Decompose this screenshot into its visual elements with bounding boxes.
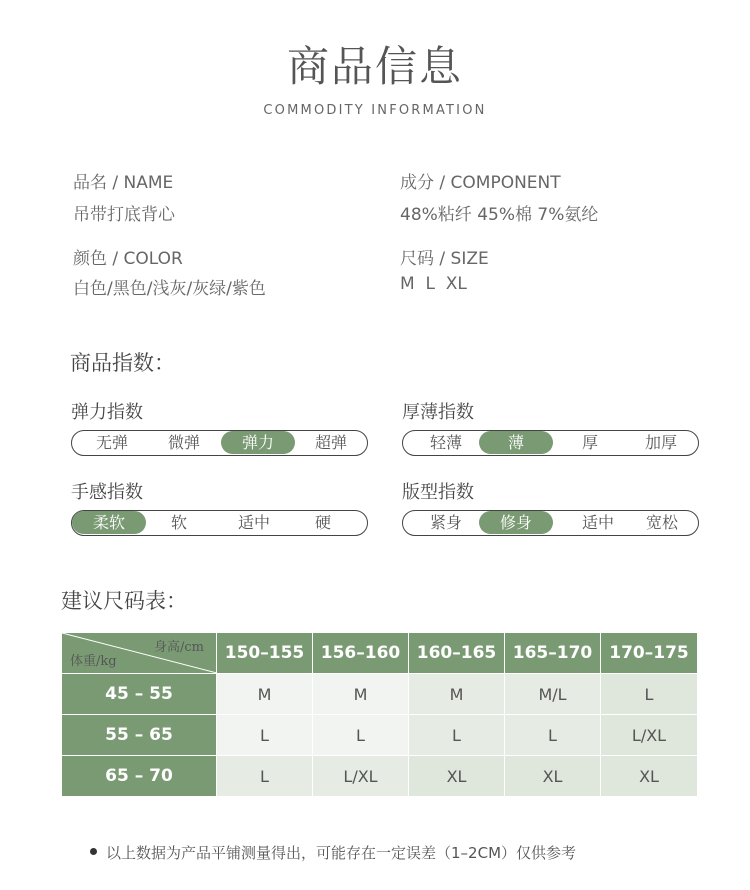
weight-axis-label: 体重/kg xyxy=(70,654,117,669)
elastic-index-label: 弹力指数 xyxy=(71,402,143,423)
touch-index-scale xyxy=(71,510,368,536)
size-cell: L xyxy=(313,715,409,756)
thickness-index-scale xyxy=(402,430,699,456)
touch-option: 硬 xyxy=(314,513,331,532)
elastic-option: 超弹 xyxy=(314,433,347,452)
size-cell: L/XL xyxy=(601,715,698,756)
table-row xyxy=(62,715,698,756)
touch-option: 适中 xyxy=(237,513,270,532)
size-table-header-row xyxy=(62,633,698,674)
size-cell: M xyxy=(313,674,409,715)
size-table-title: 建议尺码表： xyxy=(61,589,187,613)
elastic-option: 无弹 xyxy=(95,433,128,452)
name-label: 品名 / NAME xyxy=(73,173,174,193)
size-cell: M xyxy=(217,674,313,715)
size-cell: L/XL xyxy=(313,756,409,797)
fit-option: 宽松 xyxy=(645,513,678,532)
size-cell: L xyxy=(505,715,601,756)
fit-index-label: 版型指数 xyxy=(402,482,474,503)
size-cell: L xyxy=(409,715,505,756)
weight-header: 55 – 65 xyxy=(62,715,217,756)
indices-title: 商品指数： xyxy=(70,351,175,375)
footnote xyxy=(90,842,576,863)
thickness-option: 薄 xyxy=(479,431,553,454)
size-label: 尺码 / SIZE xyxy=(400,249,489,269)
fit-option: 修身 xyxy=(479,511,553,534)
name-value: 吊带打底背心 xyxy=(73,205,175,225)
size-cell: L xyxy=(601,674,698,715)
bullet-icon xyxy=(90,848,97,855)
weight-header: 45 – 55 xyxy=(62,674,217,715)
height-header: 160–165 xyxy=(409,633,505,674)
fit-option: 适中 xyxy=(581,513,614,532)
thickness-option: 轻薄 xyxy=(429,433,462,452)
page-title: 商品信息 xyxy=(286,42,463,91)
size-cell: M xyxy=(409,674,505,715)
component-label: 成分 / COMPONENT xyxy=(400,173,561,193)
height-header: 150–155 xyxy=(217,633,313,674)
thickness-option: 加厚 xyxy=(644,433,677,452)
thickness-index-label: 厚薄指数 xyxy=(402,402,474,423)
table-row xyxy=(62,756,698,797)
size-table-corner xyxy=(62,633,217,674)
fit-option: 紧身 xyxy=(429,513,462,532)
color-value: 白色/黑色/浅灰/灰绿/紫色 xyxy=(73,279,266,299)
size-cell: XL xyxy=(505,756,601,797)
size-table xyxy=(61,632,698,797)
footnote-text: 以上数据为产品平铺测量得出，可能存在一定误差（1–2CM）仅供参考 xyxy=(106,844,577,862)
elastic-index-scale xyxy=(71,430,368,456)
height-header: 170–175 xyxy=(601,633,698,674)
weight-header: 65 – 70 xyxy=(62,756,217,797)
size-value: M L XL xyxy=(400,274,467,294)
height-header: 156–160 xyxy=(313,633,409,674)
table-row xyxy=(62,674,698,715)
size-cell: XL xyxy=(601,756,698,797)
touch-option: 软 xyxy=(170,513,187,532)
elastic-option: 弹力 xyxy=(221,431,295,454)
thickness-option: 厚 xyxy=(581,433,598,452)
height-axis-label: 身高/cm xyxy=(154,640,204,655)
size-cell: L xyxy=(217,715,313,756)
elastic-option: 微弹 xyxy=(167,433,200,452)
fit-index-scale xyxy=(402,510,699,536)
component-value: 48%粘纤 45%棉 7%氨纶 xyxy=(400,205,599,225)
color-label: 颜色 / COLOR xyxy=(73,249,183,269)
touch-index-label: 手感指数 xyxy=(71,482,143,503)
touch-option: 柔软 xyxy=(72,511,146,534)
size-cell: M/L xyxy=(505,674,601,715)
page-subtitle: COMMODITY INFORMATION xyxy=(263,103,487,118)
size-cell: XL xyxy=(409,756,505,797)
height-header: 165–170 xyxy=(505,633,601,674)
size-cell: L xyxy=(217,756,313,797)
